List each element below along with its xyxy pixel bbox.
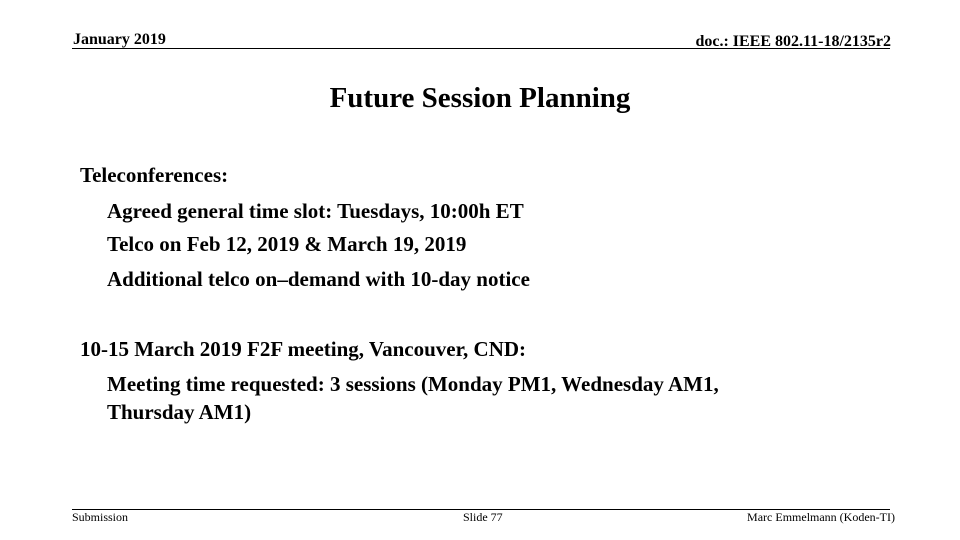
list-item: Agreed general time slot: Tuesdays, 10:00h ET bbox=[107, 199, 524, 223]
list-item: Thursday AM1) bbox=[107, 400, 252, 424]
slide-title: Future Session Planning bbox=[329, 82, 631, 114]
header-divider bbox=[72, 48, 890, 49]
list-item: Meeting time requested: 3 sessions (Monday PM1, Wednesday AM1, bbox=[107, 372, 719, 396]
section-heading-teleconferences: Teleconferences: bbox=[80, 163, 229, 187]
list-item: Telco on Feb 12, 2019 & March 19, 2019 bbox=[107, 232, 467, 256]
header-date: January 2019 bbox=[73, 31, 166, 48]
footer-author: Marc Emmelmann (Koden-TI) bbox=[747, 510, 895, 524]
footer-submission: Submission bbox=[72, 510, 129, 524]
section-heading-f2f-meeting: 10-15 March 2019 F2F meeting, Vancouver, CND: bbox=[80, 337, 527, 361]
footer-slide-number: Slide 77 bbox=[463, 510, 503, 524]
list-item: Additional telco on–demand with 10-day notice bbox=[107, 267, 530, 291]
header-doc-id: doc.: IEEE 802.11-18/2135r2 bbox=[695, 33, 891, 50]
